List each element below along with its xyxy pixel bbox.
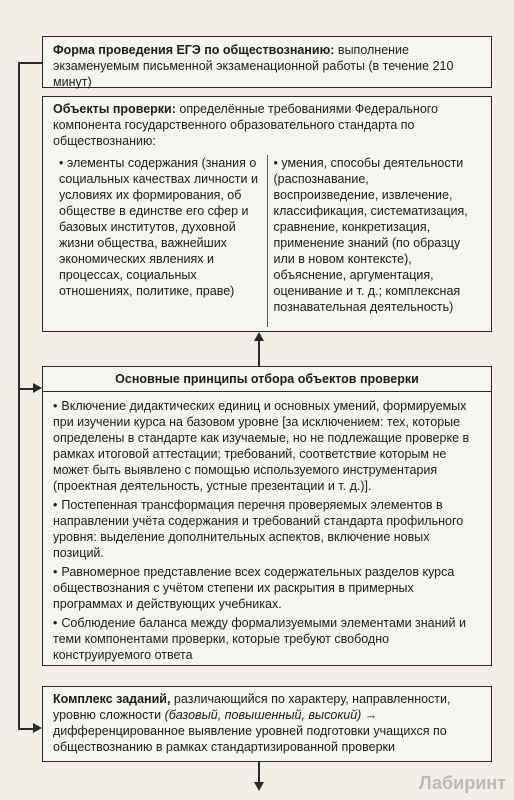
bottom-connector-line bbox=[18, 728, 34, 730]
task-complex-text2: → дифференцированное выявление уровней подготовки учащихся по обществознанию в рамках стандартизированной проверки bbox=[53, 708, 447, 754]
task-complex-levels: (базовый, повышенный, высокий) bbox=[164, 708, 362, 722]
labirint-watermark: Лабиринт bbox=[418, 773, 506, 793]
check-objects-columns bbox=[53, 155, 481, 327]
content-elements-column: • элементы содержания (знания о социальных качествах личности и условиях их формирования, об обществе в единстве его сфер и базовых институтов, духовной жизни общества, важнейших экономических явлениях и процессах, социальных отношениях, политике, праве) bbox=[59, 156, 258, 298]
selection-principles-box bbox=[42, 366, 492, 666]
list-item: • Постепенная трансформация перечня проверяемых элементов в направлении учёта содержания и требований стандарта профильного уровня: выделение дополнительных аспектов, включение новых позиций. bbox=[53, 497, 481, 561]
skills-column: • умения, способы деятельности (распознавание, воспроизведение, извлечение, классификация, систематизация, сравнение, конкретизация, применение знаний (по образцу или в новом контексте), объяснение, аргументация, оценивание и т. д.; комплексная познавательная деятельность) bbox=[267, 155, 482, 327]
list-item: • Соблюдение баланса между формализуемыми элементами знаний и теми компонентами проверки, которые требуют свободно конструируемого ответа bbox=[53, 615, 481, 663]
check-objects-box bbox=[42, 96, 492, 332]
middle-connector-line bbox=[18, 388, 34, 390]
center-connector-line bbox=[258, 340, 260, 366]
exam-form-box bbox=[42, 36, 492, 88]
selection-principles-title: Основные принципы отбора объектов проверки bbox=[43, 367, 491, 392]
check-objects-title: Объекты проверки: bbox=[53, 102, 176, 116]
list-item: • Включение дидактических единиц и основных умений, формируемых при изучении курса на базовом уровне [за исключением: тех, которые определены в стандарте как изучаемые, но не подлежащие проверке в рамках итоговой аттестации; требований, соответствие которым не может быть выявлено с помощью используемого инструментария (проектная деятельность, устные презентации и т. д.)]. bbox=[53, 398, 481, 494]
left-connector-line bbox=[18, 62, 20, 728]
task-complex-title: Комплекс заданий, bbox=[53, 692, 171, 706]
task-complex-text1: различающийся по характеру, направленности, уровню сложности bbox=[53, 692, 451, 722]
check-objects-header bbox=[53, 101, 481, 149]
exam-form-text: выполнение экзаменуемым письменной экзаменационной работы (в течение 210 минут) bbox=[53, 43, 454, 89]
check-objects-text: определённые требованиями Федерального компонента государственного образовательного стандарта по обществознанию: bbox=[53, 102, 439, 148]
arrow-down-icon bbox=[254, 782, 264, 791]
arrow-right-icon bbox=[33, 383, 42, 393]
list-item: • Равномерное представление всех содержательных разделов курса обществознания с учётом степени их раскрытия в примерных программах и действующих учебниках. bbox=[53, 564, 481, 612]
top-connector-line bbox=[18, 62, 42, 64]
task-complex-box bbox=[42, 686, 492, 762]
exam-form-title: Форма проведения ЕГЭ по обществознанию: bbox=[53, 43, 335, 57]
bottom-down-line bbox=[258, 762, 260, 784]
arrow-up-icon bbox=[254, 332, 264, 341]
principles-list bbox=[43, 392, 491, 663]
arrow-right-icon bbox=[33, 723, 42, 733]
